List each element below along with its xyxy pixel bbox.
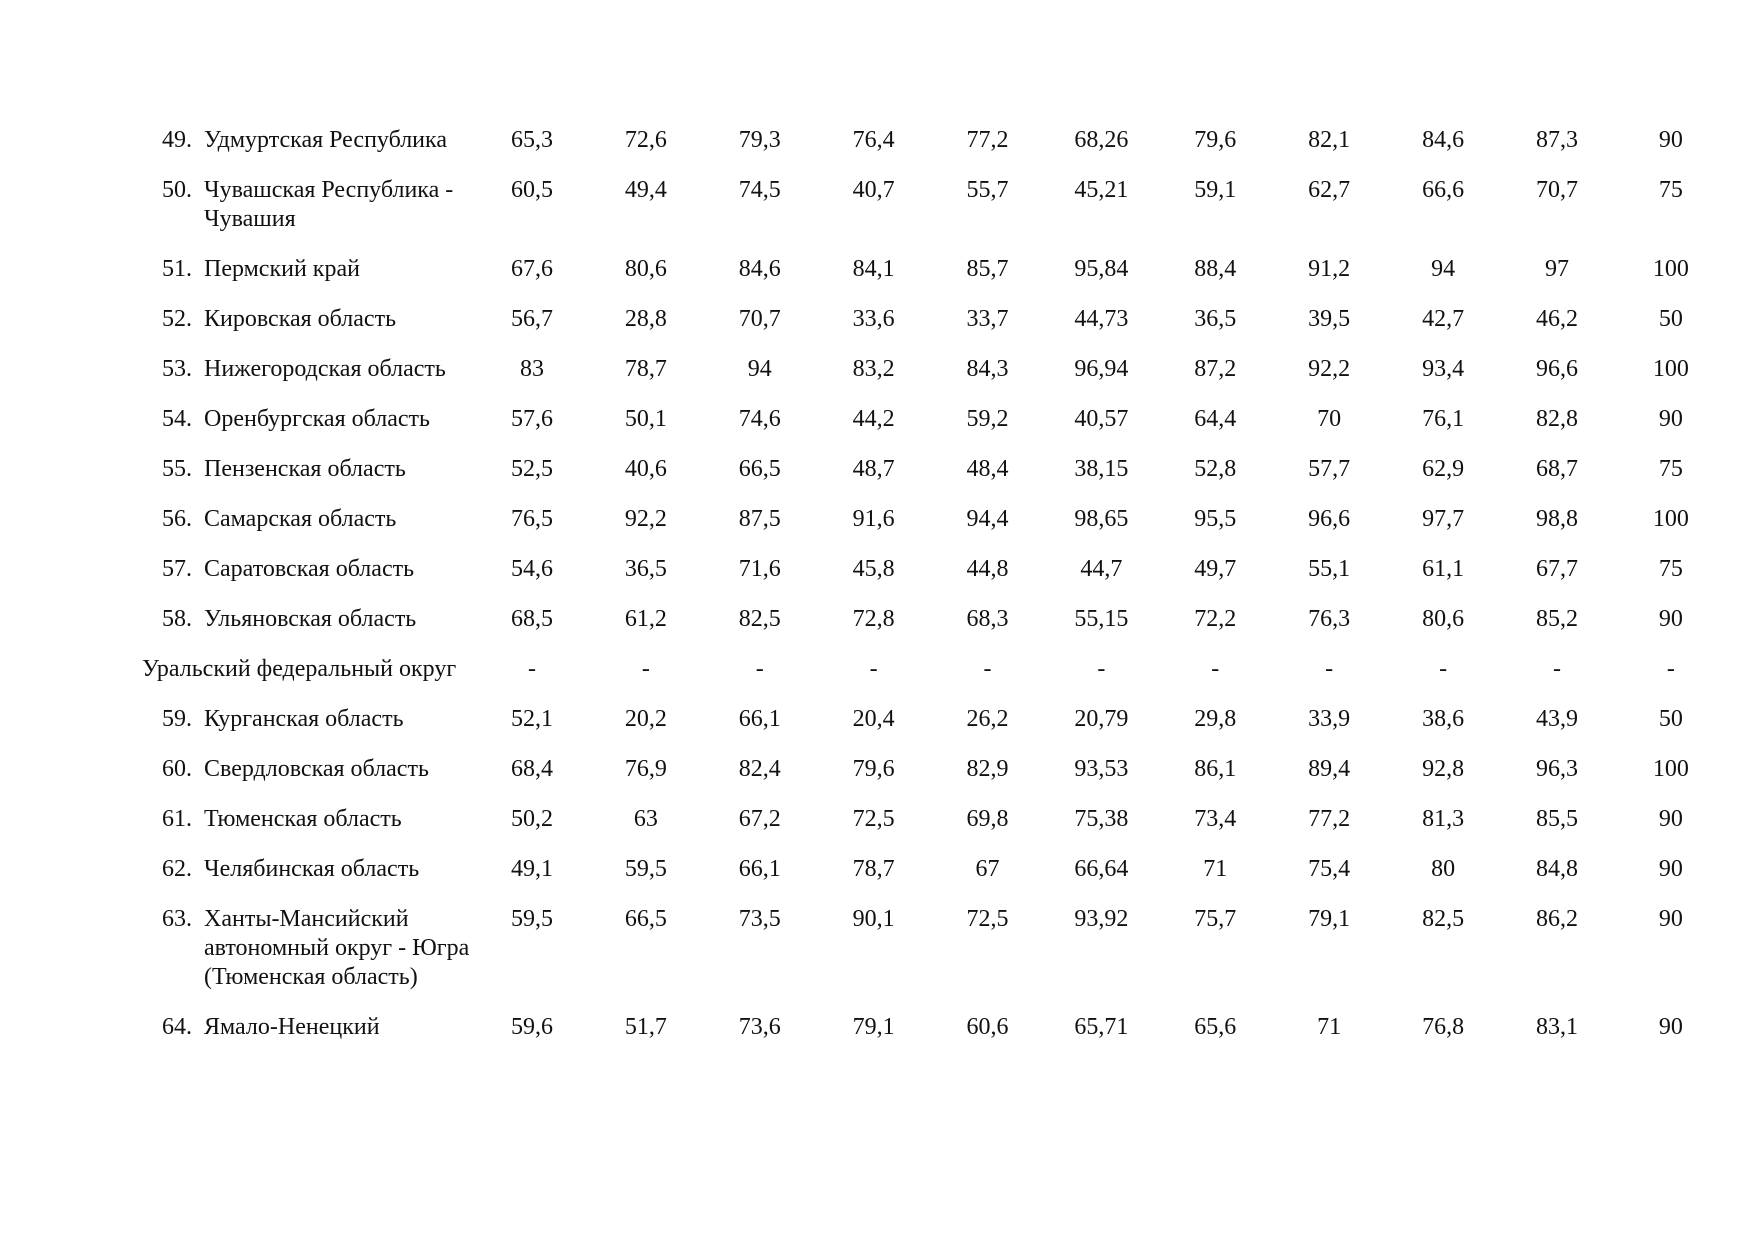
value-cell: 42,7 — [1422, 306, 1465, 332]
value-cell: 79,1 — [852, 1014, 895, 1040]
value-cell: 80,6 — [1422, 606, 1465, 632]
table-row — [148, 905, 1728, 1013]
value-cell: - — [1439, 656, 1448, 682]
value-cell: 82,9 — [966, 756, 1009, 782]
value-cell: 93,53 — [1074, 756, 1129, 782]
value-cell: 68,3 — [966, 606, 1009, 632]
region-name: Чувашская Республика - Чувашия — [204, 177, 454, 232]
value-cell: 50,2 — [510, 806, 553, 832]
value-cell: 83 — [519, 356, 544, 382]
value-cell: - — [1211, 656, 1220, 682]
value-cell: 44,7 — [1080, 556, 1123, 582]
value-cell: 72,8 — [852, 606, 895, 632]
row-number: 61. — [162, 806, 192, 832]
value-cell: 60,5 — [510, 177, 553, 203]
value-cell: 20,79 — [1074, 706, 1129, 732]
value-cell: 94 — [747, 356, 772, 382]
value-cell: 76,3 — [1308, 606, 1351, 632]
value-cell: 86,2 — [1535, 906, 1578, 932]
row-number: 49. — [162, 127, 192, 153]
value-cell: 55,7 — [966, 177, 1009, 203]
table-row — [148, 455, 1728, 505]
table-row — [148, 305, 1728, 355]
value-cell: 71,6 — [738, 556, 781, 582]
value-cell: 98,8 — [1535, 506, 1578, 532]
table-row — [148, 855, 1728, 905]
value-cell: 68,7 — [1535, 456, 1578, 482]
value-cell: 84,8 — [1535, 856, 1578, 882]
row-number: 64. — [162, 1014, 192, 1040]
value-cell: - — [1325, 656, 1334, 682]
value-cell: 82,5 — [1422, 906, 1465, 932]
value-cell: 50 — [1658, 306, 1683, 332]
value-cell: 59,2 — [966, 406, 1009, 432]
value-cell: 33,6 — [852, 306, 895, 332]
table-row — [148, 405, 1728, 455]
value-cell: 52,8 — [1194, 456, 1237, 482]
table-row — [148, 805, 1728, 855]
table-row — [148, 505, 1728, 555]
value-cell: 67,2 — [738, 806, 781, 832]
value-cell: 68,26 — [1074, 127, 1129, 153]
region-name: Челябинская область — [204, 856, 420, 882]
value-cell: 59,1 — [1194, 177, 1237, 203]
regional-indicators-table — [142, 126, 1728, 1063]
value-cell: 93,4 — [1422, 356, 1465, 382]
value-cell: 66,6 — [1422, 177, 1465, 203]
region-name: Курганская область — [204, 706, 404, 732]
value-cell: 96,3 — [1535, 756, 1578, 782]
value-cell: 90 — [1658, 856, 1683, 882]
value-cell: 84,1 — [852, 256, 895, 282]
value-cell: 84,6 — [738, 256, 781, 282]
value-cell: - — [527, 656, 536, 682]
region-name: Пензенская область — [204, 456, 406, 482]
region-name: Тюменская область — [204, 806, 402, 832]
value-cell: 86,1 — [1194, 756, 1237, 782]
value-cell: 55,1 — [1308, 556, 1351, 582]
row-number: 59. — [162, 706, 192, 732]
value-cell: 67,7 — [1535, 556, 1578, 582]
value-cell: 66,1 — [738, 856, 781, 882]
value-cell: 77,2 — [1308, 806, 1351, 832]
value-cell: 90 — [1658, 606, 1683, 632]
value-cell: 88,4 — [1194, 256, 1237, 282]
value-cell: - — [869, 656, 878, 682]
row-number: 60. — [162, 756, 192, 782]
value-cell: 59,5 — [624, 856, 667, 882]
value-cell: 76,8 — [1422, 1014, 1465, 1040]
value-cell: 62,9 — [1422, 456, 1465, 482]
value-cell: 66,64 — [1074, 856, 1129, 882]
row-number: 55. — [162, 456, 192, 482]
value-cell: 91,6 — [852, 506, 895, 532]
value-cell: 49,7 — [1194, 556, 1237, 582]
value-cell: 40,6 — [624, 456, 667, 482]
value-cell: 60,6 — [966, 1014, 1009, 1040]
value-cell: 87,3 — [1535, 127, 1578, 153]
value-cell: 57,7 — [1308, 456, 1351, 482]
value-cell: 87,5 — [738, 506, 781, 532]
value-cell: 83,2 — [852, 356, 895, 382]
row-number: 63. — [162, 906, 192, 932]
value-cell: 59,6 — [510, 1014, 553, 1040]
value-cell: 90 — [1658, 906, 1683, 932]
value-cell: 82,1 — [1308, 127, 1351, 153]
value-cell: 61,2 — [624, 606, 667, 632]
value-cell: 29,8 — [1194, 706, 1237, 732]
value-cell: 65,6 — [1194, 1014, 1237, 1040]
value-cell: 76,4 — [852, 127, 895, 153]
section-title: Уральский федеральный округ — [142, 656, 457, 682]
value-cell: 95,84 — [1074, 256, 1129, 282]
value-cell: 44,73 — [1074, 306, 1129, 332]
value-cell: 45,8 — [852, 556, 895, 582]
region-name: Ханты-Мансийский автономный округ - Югра (Тюменская область) — [204, 906, 470, 990]
value-cell: 100 — [1652, 256, 1689, 282]
value-cell: 66,5 — [738, 456, 781, 482]
value-cell: 65,3 — [510, 127, 553, 153]
region-name: Кировская область — [204, 306, 397, 332]
value-cell: 72,5 — [966, 906, 1009, 932]
table-row — [148, 255, 1728, 305]
value-cell: 45,21 — [1074, 177, 1129, 203]
value-cell: 33,9 — [1308, 706, 1351, 732]
value-cell: 80,6 — [624, 256, 667, 282]
row-number: 53. — [162, 356, 192, 382]
region-name: Самарская область — [204, 506, 397, 532]
value-cell: 73,6 — [738, 1014, 781, 1040]
table-row — [148, 176, 1728, 255]
value-cell: 90 — [1658, 1014, 1683, 1040]
value-cell: 94 — [1431, 256, 1456, 282]
value-cell: 91,2 — [1308, 256, 1351, 282]
region-name: Ямало-Ненецкий — [204, 1014, 380, 1040]
value-cell: 49,1 — [510, 856, 553, 882]
region-name: Пермский край — [204, 256, 360, 282]
value-cell: 57,6 — [510, 406, 553, 432]
value-cell: 79,6 — [1194, 127, 1237, 153]
value-cell: 100 — [1652, 356, 1689, 382]
value-cell: 90 — [1658, 406, 1683, 432]
value-cell: 90 — [1658, 806, 1683, 832]
value-cell: 66,1 — [738, 706, 781, 732]
value-cell: 84,3 — [966, 356, 1009, 382]
region-name: Саратовская область — [204, 556, 415, 582]
region-name: Свердловская область — [204, 756, 429, 782]
value-cell: 84,6 — [1422, 127, 1465, 153]
value-cell: 48,7 — [852, 456, 895, 482]
value-cell: 52,1 — [510, 706, 553, 732]
value-cell: 96,6 — [1535, 356, 1578, 382]
value-cell: 65,71 — [1074, 1014, 1129, 1040]
value-cell: 49,4 — [624, 177, 667, 203]
value-cell: 67,6 — [510, 256, 553, 282]
region-name: Нижегородская область — [204, 356, 446, 382]
value-cell: 55,15 — [1074, 606, 1129, 632]
value-cell: 70,7 — [738, 306, 781, 332]
value-cell: 56,7 — [510, 306, 553, 332]
value-cell: 75,7 — [1194, 906, 1237, 932]
row-number: 58. — [162, 606, 192, 632]
value-cell: 82,5 — [738, 606, 781, 632]
value-cell: 78,7 — [852, 856, 895, 882]
value-cell: 96,94 — [1074, 356, 1129, 382]
value-cell: 100 — [1652, 756, 1689, 782]
value-cell: 64,4 — [1194, 406, 1237, 432]
table-body — [142, 126, 1728, 1063]
value-cell: 71 — [1203, 856, 1228, 882]
value-cell: 61,1 — [1422, 556, 1465, 582]
value-cell: 73,5 — [738, 906, 781, 932]
value-cell: 62,7 — [1308, 177, 1351, 203]
row-number: 57. — [162, 556, 192, 582]
value-cell: 44,2 — [852, 406, 895, 432]
value-cell: 51,7 — [624, 1014, 667, 1040]
value-cell: 96,6 — [1308, 506, 1351, 532]
value-cell: 90 — [1658, 127, 1683, 153]
value-cell: 50,1 — [624, 406, 667, 432]
value-cell: 63 — [633, 806, 658, 832]
value-cell: 79,3 — [738, 127, 781, 153]
value-cell: 40,57 — [1074, 406, 1129, 432]
value-cell: 74,6 — [738, 406, 781, 432]
region-name: Оренбургская область — [204, 406, 430, 432]
value-cell: 80 — [1431, 856, 1456, 882]
value-cell: 68,5 — [510, 606, 553, 632]
value-cell: 59,5 — [510, 906, 553, 932]
value-cell: 66,5 — [624, 906, 667, 932]
value-cell: 28,8 — [624, 306, 667, 332]
value-cell: 97 — [1544, 256, 1569, 282]
value-cell: 75 — [1658, 456, 1683, 482]
value-cell: 85,2 — [1535, 606, 1578, 632]
value-cell: 98,65 — [1074, 506, 1129, 532]
value-cell: 20,2 — [624, 706, 667, 732]
value-cell: - — [1097, 656, 1106, 682]
value-cell: 75,4 — [1308, 856, 1351, 882]
value-cell: 76,5 — [510, 506, 553, 532]
row-number: 54. — [162, 406, 192, 432]
value-cell: - — [1552, 656, 1561, 682]
value-cell: - — [755, 656, 764, 682]
value-cell: 81,3 — [1422, 806, 1465, 832]
value-cell: 44,8 — [966, 556, 1009, 582]
value-cell: 83,1 — [1535, 1014, 1578, 1040]
value-cell: 95,5 — [1194, 506, 1237, 532]
value-cell: 36,5 — [624, 556, 667, 582]
value-cell: 69,8 — [966, 806, 1009, 832]
value-cell: 74,5 — [738, 177, 781, 203]
value-cell: 85,5 — [1535, 806, 1578, 832]
value-cell: 40,7 — [852, 177, 895, 203]
value-cell: 52,5 — [510, 456, 553, 482]
section-row — [148, 655, 1728, 705]
row-number: 56. — [162, 506, 192, 532]
value-cell: - — [1666, 656, 1675, 682]
value-cell: 92,8 — [1422, 756, 1465, 782]
value-cell: 75 — [1658, 556, 1683, 582]
value-cell: 43,9 — [1535, 706, 1578, 732]
value-cell: 70 — [1317, 406, 1342, 432]
value-cell: 76,9 — [624, 756, 667, 782]
value-cell: 54,6 — [510, 556, 553, 582]
row-number: 51. — [162, 256, 192, 282]
table-row — [148, 605, 1728, 655]
value-cell: 75 — [1658, 177, 1683, 203]
value-cell: 76,1 — [1422, 406, 1465, 432]
value-cell: - — [641, 656, 650, 682]
row-number: 50. — [162, 177, 192, 203]
value-cell: 77,2 — [966, 127, 1009, 153]
value-cell: 93,92 — [1074, 906, 1129, 932]
row-number: 62. — [162, 856, 192, 882]
value-cell: 72,2 — [1194, 606, 1237, 632]
value-cell: 48,4 — [966, 456, 1009, 482]
value-cell: 82,4 — [738, 756, 781, 782]
value-cell: 20,4 — [852, 706, 895, 732]
value-cell: 71 — [1317, 1014, 1342, 1040]
value-cell: 46,2 — [1535, 306, 1578, 332]
table-row — [148, 126, 1728, 176]
value-cell: 38,15 — [1074, 456, 1129, 482]
value-cell: 79,6 — [852, 756, 895, 782]
table-row — [148, 555, 1728, 605]
value-cell: 36,5 — [1194, 306, 1237, 332]
row-number: 52. — [162, 306, 192, 332]
value-cell: 50 — [1658, 706, 1683, 732]
table-row — [148, 755, 1728, 805]
value-cell: 72,5 — [852, 806, 895, 832]
value-cell: 82,8 — [1535, 406, 1578, 432]
value-cell: 39,5 — [1308, 306, 1351, 332]
table-row — [148, 1013, 1728, 1063]
table-row — [148, 355, 1728, 405]
value-cell: 70,7 — [1535, 177, 1578, 203]
value-cell: 33,7 — [966, 306, 1009, 332]
value-cell: 75,38 — [1074, 806, 1129, 832]
value-cell: - — [983, 656, 992, 682]
value-cell: 26,2 — [966, 706, 1009, 732]
value-cell: 90,1 — [852, 906, 895, 932]
value-cell: 73,4 — [1194, 806, 1237, 832]
value-cell: 87,2 — [1194, 356, 1237, 382]
value-cell: 100 — [1652, 506, 1689, 532]
value-cell: 85,7 — [966, 256, 1009, 282]
value-cell: 67 — [975, 856, 1000, 882]
value-cell: 78,7 — [624, 356, 667, 382]
value-cell: 92,2 — [1308, 356, 1351, 382]
value-cell: 38,6 — [1422, 706, 1465, 732]
value-cell: 92,2 — [624, 506, 667, 532]
value-cell: 89,4 — [1308, 756, 1351, 782]
value-cell: 72,6 — [624, 127, 667, 153]
region-name: Удмуртская Республика — [204, 127, 447, 153]
region-name: Ульяновская область — [204, 606, 417, 632]
table-row — [148, 705, 1728, 755]
value-cell: 97,7 — [1422, 506, 1465, 532]
value-cell: 79,1 — [1308, 906, 1351, 932]
value-cell: 94,4 — [966, 506, 1009, 532]
value-cell: 68,4 — [510, 756, 553, 782]
